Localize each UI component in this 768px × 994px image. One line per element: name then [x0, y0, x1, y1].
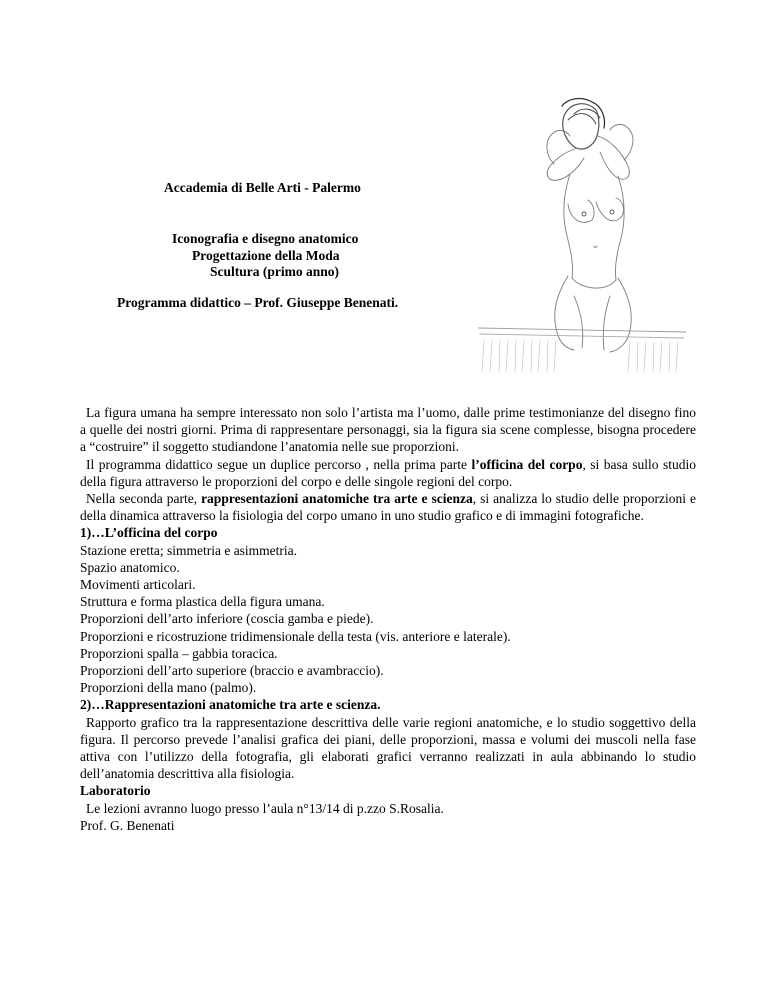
section-1-title: 1)…L’officina del corpo — [80, 525, 218, 541]
lab-text: Le lezioni avranno luogo presso l’aula n°13/14 di p.zzo S.Rosalia. — [86, 800, 444, 816]
section-1-item: Struttura e forma plastica della figura umana. — [80, 594, 325, 610]
section-1-item: Proporzioni della mano (palmo). — [80, 680, 257, 696]
officina-emphasis: l’officina del corpo — [471, 456, 583, 472]
course-title-2: Progettazione della Moda — [192, 248, 340, 263]
intro-paragraph-2: Il programma didattico segue un duplice percorso , nella prima parte l’officina del corpo, si basa sullo studio della figura attraverso le proporzioni del corpo e delle singole regioni del corpo. — [80, 456, 696, 489]
section-1-item: Spazio anatomico. — [80, 559, 180, 575]
signature: Prof. G. Benenati — [80, 817, 175, 833]
section-2-text: Rapporto grafico tra la rappresentazione descrittiva delle varie regioni anatomiche, e lo studio soggettivo della figura. Il percorso prevede l’analisi grafica dei piani, delle proporzioni, massa e volumi dei muscoli nella fase attiva con l’utilizzo della fotografia, gli elaborati grafici verranno realizzati in aula abbinando lo studio dell’anatomia descrittiva alla fisiologia. — [80, 714, 696, 782]
intro-paragraph-1: La figura umana ha sempre interessato non solo l’artista ma l’uomo, dalle prime testimonianze del disegno fino a quelle dei nostri giorni. Prima di rappresentare personaggi, sia la figura sia scene complesse, bisogna procedere a “costruire” il soggetto studiandone l’anatomia nelle sue proporzioni. — [80, 405, 696, 455]
course-title-1: Iconografia e disegno anatomico — [172, 231, 359, 246]
program-heading: Programma didattico – Prof. Giuseppe Benenati. — [117, 295, 399, 310]
lab-title: Laboratorio — [80, 783, 151, 799]
section-1-item: Stazione eretta; simmetria e asimmetria. — [80, 542, 298, 558]
section-1-item: Proporzioni dell’arto inferiore (coscia gamba e piede). — [80, 611, 374, 627]
section-2-title: 2)…Rappresentazioni anatomiche tra arte e scienza. — [80, 697, 381, 713]
institution-heading: Accademia di Belle Arti - Palermo — [164, 180, 361, 195]
rappresentazioni-emphasis: rappresentazioni anatomiche tra arte e scienza — [201, 491, 473, 507]
document-body — [80, 404, 696, 834]
course-title-3: Scultura (primo anno) — [210, 264, 340, 279]
section-1-item: Proporzioni dell’arto superiore (braccio e avambraccio). — [80, 663, 384, 679]
section-1-item: Movimenti articolari. — [80, 577, 196, 593]
section-1-item: Proporzioni spalla – gabbia toracica. — [80, 645, 278, 661]
figure-sketch-illustration — [478, 96, 686, 372]
intro-paragraph-3: Nella seconda parte, rappresentazioni anatomiche tra arte e scienza, si analizza lo studio delle proporzioni e della dinamica attraverso la fisiologia del corpo umano in uno studio grafico e di immagini fotografiche. — [80, 491, 696, 524]
section-1-item: Proporzioni e ricostruzione tridimensionale della testa (vis. anteriore e laterale). — [80, 628, 511, 644]
